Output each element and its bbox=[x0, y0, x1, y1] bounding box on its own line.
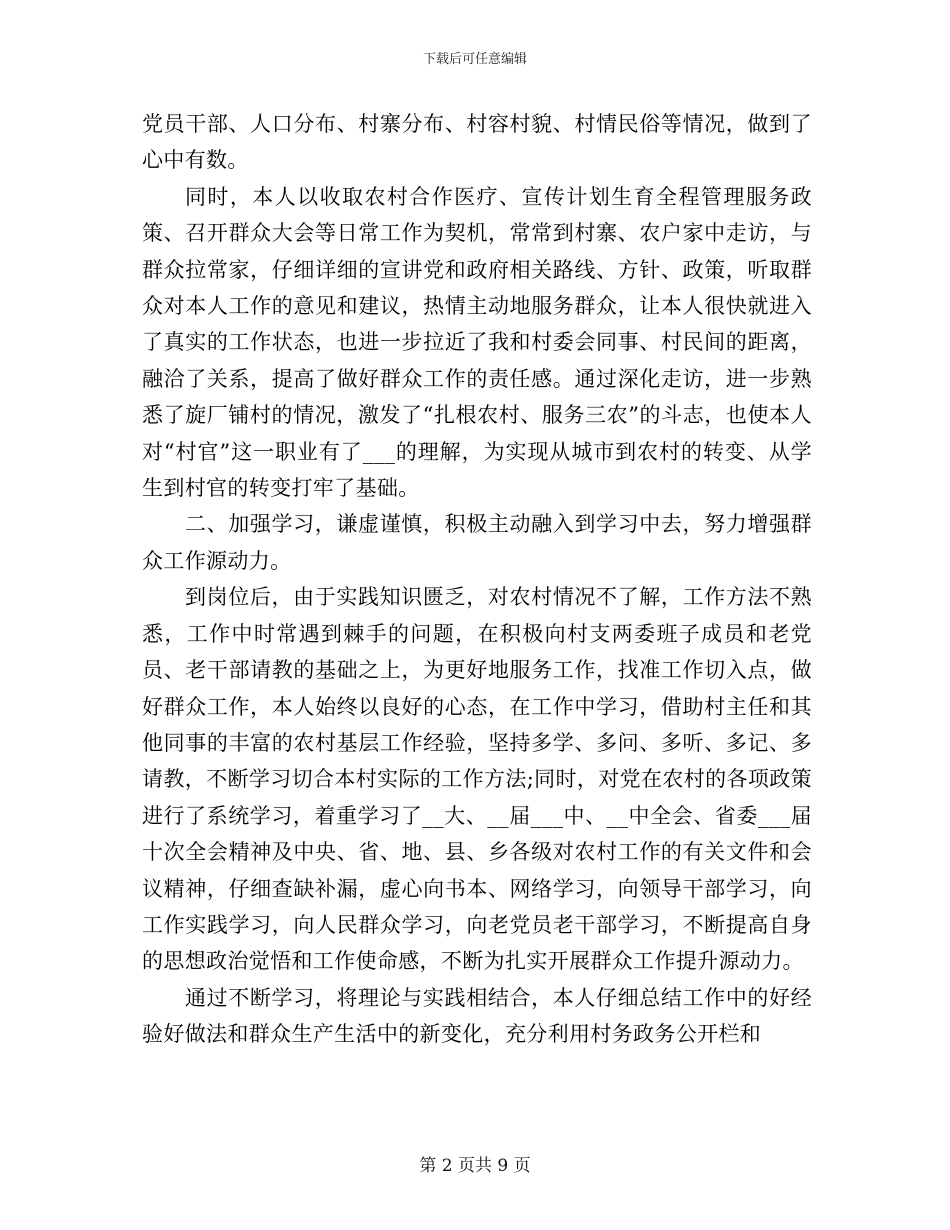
paragraph-4: 通过不断学习，将理论与实践相结合，本人仔细总结工作中的好经验好做法和群众生产生活中的新变化，充分利用村务政务公开栏和 bbox=[142, 985, 812, 1047]
document-body bbox=[142, 106, 812, 1053]
paragraph-3: 到岗位后，由于实践知识匮乏，对农村情况不了解，工作方法不熟悉，工作中时常遇到棘手的问题，在积极向村支两委班子成员和老党员、老干部请教的基础之上，为更好地服务工作，找准工作切入点，做好群众工作，本人始终以良好的心态，在工作中学习，借助村主任和其他同事的丰富的农村基层工作经验，坚持多学、多问、多听、多记、多请教，不断学习切合本村实际的工作方法;同时，对党在农村的各项政策进行了系统学习，着重学习了__大、__届___中、__中全会、省委___届十次全会精神及中央、省、地、县、乡各级对农村工作的有关文件和会议精神，仔细查缺补漏，虚心向书本、网络学习，向领导干部学习，向工作实践学习，向人民群众学习，向老党员老干部学习，不断提高自身的思想政治觉悟和工作使命感，不断为扎实开展群众工作提升源动力。 bbox=[142, 585, 812, 974]
section-heading-2: 二、加强学习，谦虚谨慎，积极主动融入到学习中去，努力增强群众工作源动力。 bbox=[142, 512, 812, 573]
page-number-footer: 第 2 页共 9 页 bbox=[419, 1156, 531, 1176]
paragraph-2: 同时，本人以收取农村合作医疗、宣传计划生育全程管理服务政策、召开群众大会等日常工作为契机，常常到村寨、农户家中走访，与群众拉常家，仔细详细的宣讲党和政府相关路线、方针、政策，听取群众对本人工作的意见和建议，热情主动地服务群众，让本人很快就进入了真实的工作状态，也进一步拉近了我和村委会同事、村民间的距离，融洽了关系，提高了做好群众工作的责任感。通过深化走访，进一步熟悉了旋厂铺村的情况，激发了“扎根农村、服务三农”的斗志，也使本人对“村官”这一职业有了___的理解，为实现从城市到农村的转变、从学生到村官的转变打牢了基础。 bbox=[142, 184, 812, 501]
paragraph-1: 党员干部、人口分布、村寨分布、村容村貌、村情民俗等情况，做到了心中有数。 bbox=[142, 112, 812, 173]
page-header: 下载后可任意编辑 bbox=[422, 52, 527, 67]
